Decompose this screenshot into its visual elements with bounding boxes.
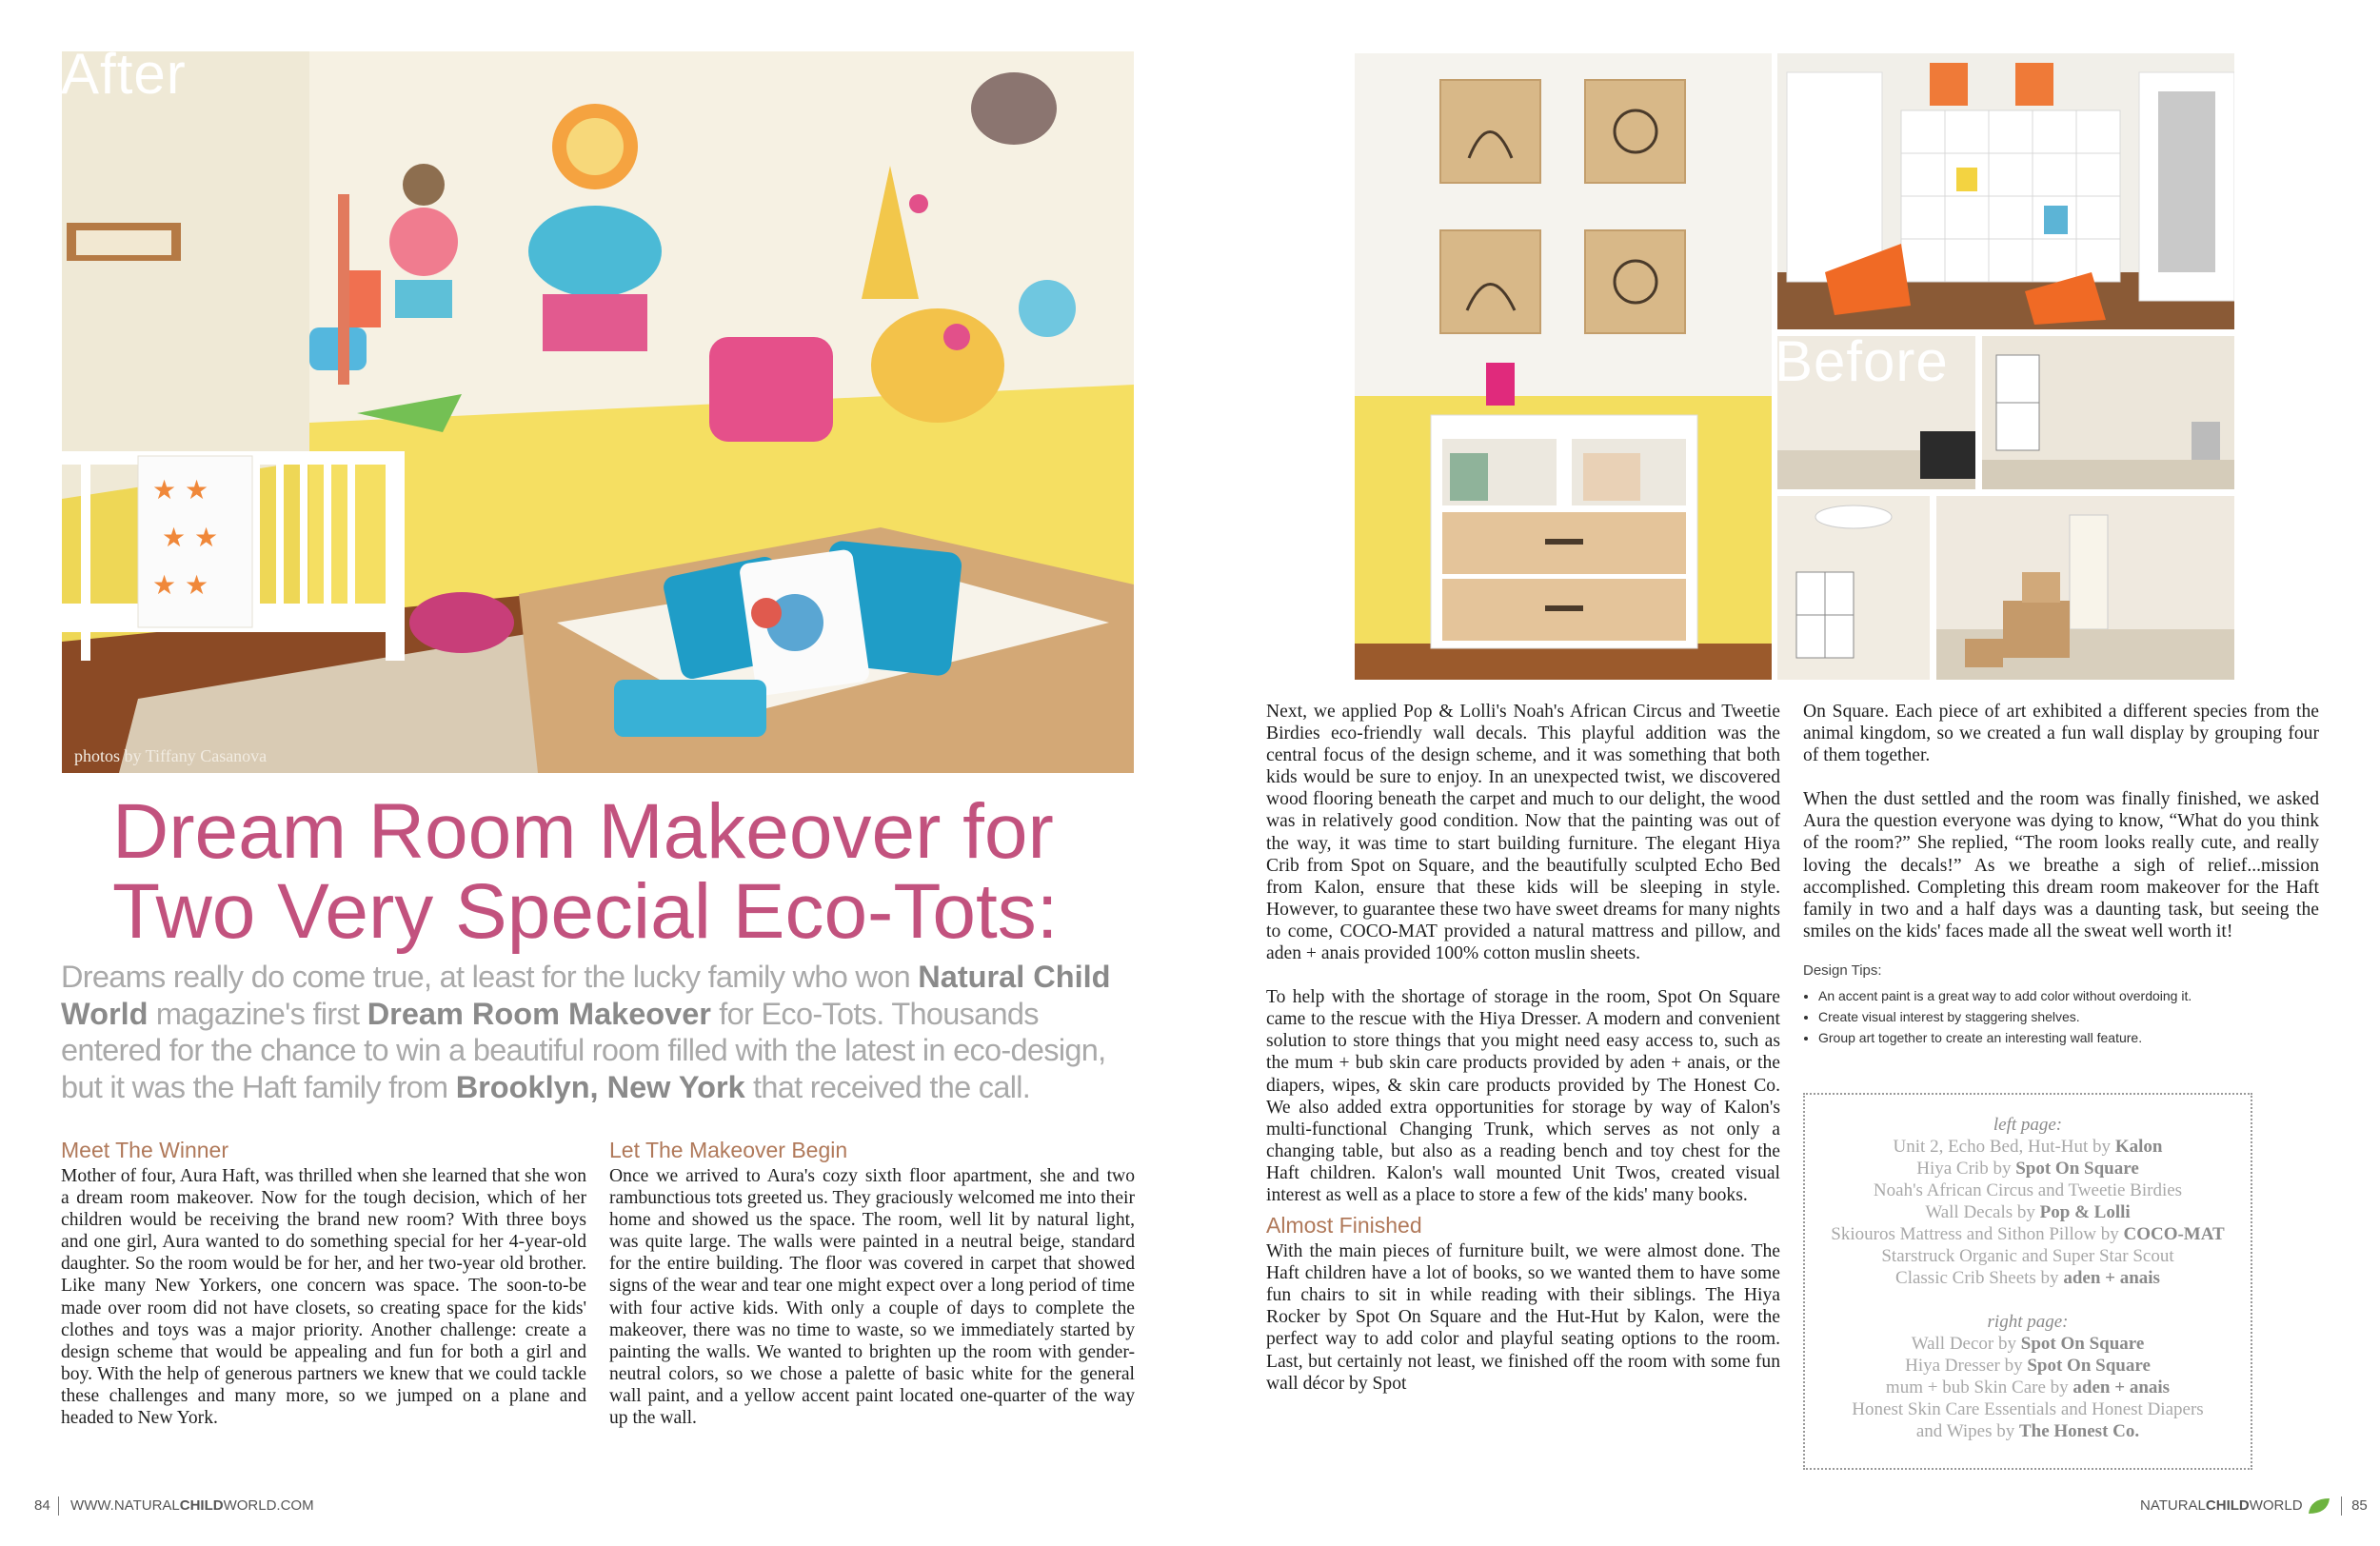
makeover-begin-column	[609, 1137, 1135, 1429]
right-page-credits-title: right page:	[1987, 1312, 2069, 1332]
after-label: After	[61, 42, 187, 106]
credit-line: mum + bub Skin Care by aden + anais	[1885, 1378, 2171, 1397]
credit-line: Starstruck Organic and Super Star Scout	[1881, 1246, 2174, 1266]
lede-bold-2: Dream Room Makeover	[367, 996, 711, 1031]
shelving-unit-photo	[1777, 53, 2234, 329]
svg-text:★ ★: ★ ★	[162, 522, 219, 553]
design-tip-item: • An accent paint is a great way to add color without overdoing it.	[1818, 985, 2319, 1006]
before-photo-3	[1777, 496, 1930, 680]
credit-line: Noah's African Circus and Tweetie Birdies	[1873, 1180, 2183, 1200]
photo-credit: photos by Tiffany Casanova	[74, 746, 268, 765]
credit-line: Classic Crib Sheets by aden + anais	[1895, 1268, 2160, 1288]
right-article-column-2	[1803, 701, 2319, 1048]
title-line-1: Dream Room Makeover for	[112, 788, 1054, 875]
credit-line: Honest Skin Care Essentials and Honest Diapers	[1852, 1399, 2204, 1419]
design-tip-item: • Create visual interest by staggering shelves.	[1818, 1006, 2319, 1027]
before-photo-2	[1982, 336, 2234, 489]
credit-line: Wall Decor by Spot On Square	[1911, 1334, 2145, 1354]
svg-text:★ ★: ★ ★	[152, 474, 209, 505]
left-page-credits-title: left page:	[1993, 1115, 2063, 1135]
credit-line: Skiouros Mattress and Sithon Pillow by COCO-MAT	[1831, 1224, 2225, 1244]
svg-text:★ ★: ★ ★	[152, 569, 209, 601]
conclusion-paragraph: When the dust settled and the room was finally finished, we asked Aura the question everyone was dying to know, “What do you think of the room?” She replied, “The room looks really cute, and really loving the decals!” As we breathe a sigh of relief...mission accomplished. Completing this dream room makeover for the Haft family in two and a half days was a daunting task, but seeing the smiles on the kids' faces made all the sweat well worth it!	[1803, 789, 2319, 941]
design-tips-list	[1803, 985, 2319, 1048]
lede-text-3: for Eco-Tots. Thousands entered for the chance to win a beautiful room filled with the latest in eco-design, but it was the Haft family from	[61, 996, 1106, 1105]
credit-line: Hiya Dresser by Spot On Square	[1905, 1356, 2151, 1376]
after-photo	[62, 51, 1134, 773]
leaf-icon	[2307, 1496, 2331, 1516]
makeover-begin-body: Once we arrived to Aura's cozy sixth floor apartment, she and two rambunctious tots greeted us. They graciously welcomed me into their home and showed us the space. The room, well lit by natural light, was quite large. The walls were painted in a neutral beige, standard for the entire building. The floor was covered in carpet that showed signs of the wear and tear one might expect over a long period of time with four active kids. With only a couple of days to complete the makeover, there was no time to waste, so we immediately started by painting the walls. We wanted to brighten up the room with gender-neutral colors, so we chose a palette of basic white for the general wall paint, and a yellow accent paint located one-quarter of the way up the wall.	[609, 1166, 1135, 1429]
magazine-brand: NATURALCHILDWORLD	[2140, 1496, 2303, 1514]
right-footer	[2140, 1496, 2368, 1516]
left-footer	[34, 1496, 314, 1516]
design-tip-item: • Group art together to create an interesting wall feature.	[1818, 1027, 2319, 1048]
design-tips-title: Design Tips:	[1803, 961, 1882, 979]
credit-line: Hiya Crib by Spot On Square	[1916, 1159, 2139, 1179]
title-line-2: Two Very Special Eco-Tots:	[112, 868, 1059, 955]
lede-bold-1: Natural Child World	[61, 960, 1111, 1031]
right-article-column-1	[1266, 701, 1780, 1395]
lede-text-4: that received the call.	[744, 1070, 1031, 1105]
credit-line: Wall Decals by Pop & Lolli	[1925, 1202, 2131, 1222]
credit-line: and Wipes by The Honest Co.	[1915, 1421, 2140, 1441]
left-page-number: 84	[34, 1496, 50, 1514]
website-url[interactable]: WWW.NATURALCHILDWORLD.COM	[70, 1496, 314, 1514]
before-photo-4	[1936, 496, 2234, 680]
almost-finished-heading: Almost Finished	[1266, 1213, 1422, 1239]
meet-the-winner-body: Mother of four, Aura Haft, was thrilled when she learned that she won a dream room makeover. Now for the tough decision, which of her children would be receiving the brand new room? With three boys and one girl, Aura wanted to do something special for her 4-year-old daughter. So the room would be for her, and her two-year old brother. Like many New Yorkers, one concern was space. The soon-to-be made over room did not have closets, so creating space for the kids' clothes and toys was a major priority. Another challenge: create a design scheme that would be appealing and fun for both a girl and boy. With the help of generous partners we knew that we could tackle these challenges and many more, so we jumped on a plane and headed to New York.	[61, 1166, 586, 1429]
meet-the-winner-column	[61, 1137, 586, 1429]
lede-text-1: Dreams really do come true, at least for the lucky family who won	[61, 960, 919, 994]
page-title	[112, 788, 1140, 955]
almost-finished-body: With the main pieces of furniture built, we were almost done. The Haft children have a lot of books, so we wanted them to have some fun chairs to sit in while reading with their siblings. The Hiya Rocker by Spot On Square and the Hut-Hut by Kalon, were the perfect way to add color and playful seating options to the room. Last, but certainly not least, we finished off the room with some fun wall décor by Spot	[1266, 1241, 1780, 1394]
meet-the-winner-heading: Meet The Winner	[61, 1138, 228, 1162]
lede-bold-3: Brooklyn, New York	[455, 1070, 745, 1105]
right-page-number: 85	[2351, 1496, 2368, 1514]
makeover-begin-heading: Let The Makeover Begin	[609, 1138, 848, 1162]
decals-paragraph: Next, we applied Pop & Lolli's Noah's African Circus and Tweetie Birdies eco-friendly wall decals. This playful addition was the central focus of the design scheme, and it was something that both kids would be sure to enjoy. In an unexpected twist, we discovered wood flooring beneath the carpet and much to our delight, the wood was in relatively good condition. Now that the painting was out of the way, it was time to start building furniture. The elegant Hiya Crib from Spot on Square, and the beautifully sculpted Echo Bed from Kalon, ensure that these kids will be sleeping in style. However, to guarantee these two have sweet dreams for many nights to come, COCO-MAT provided a natural mattress and pillow, and aden + anais provided 100% cotton muslin sheets.	[1266, 702, 1780, 964]
dresser-wall-art-photo	[1355, 53, 1772, 680]
storage-paragraph: To help with the shortage of storage in the room, Spot On Square came to the rescue with the Hiya Dresser. A modern and convenient solution to store things that you might need easy access to, such as the mum + bub skin care products provided by aden + anais, or the diapers, wipes, & skin care products provided by The Honest Co. We also added extra opportunities for storage by way of Kalon's multi-functional Changing Trunk, which serves as not only a changing table, but also as a reading bench and toy chest for the Haft children. Kalon's wall mounted Unit Twos, created visual interest as well as a place to store a few of the kids' many books.	[1266, 987, 1780, 1205]
wall-art-paragraph: On Square. Each piece of art exhibited a different species from the animal kingdom, so we created a fun wall display by grouping four of them together.	[1803, 702, 2319, 766]
credit-line: Unit 2, Echo Bed, Hut-Hut by Kalon	[1893, 1137, 2163, 1157]
product-credits-box	[1803, 1093, 2252, 1470]
lede-text-2: magazine's first	[148, 996, 367, 1031]
intro-lede	[61, 959, 1137, 1106]
before-label: Before	[1775, 329, 1949, 393]
